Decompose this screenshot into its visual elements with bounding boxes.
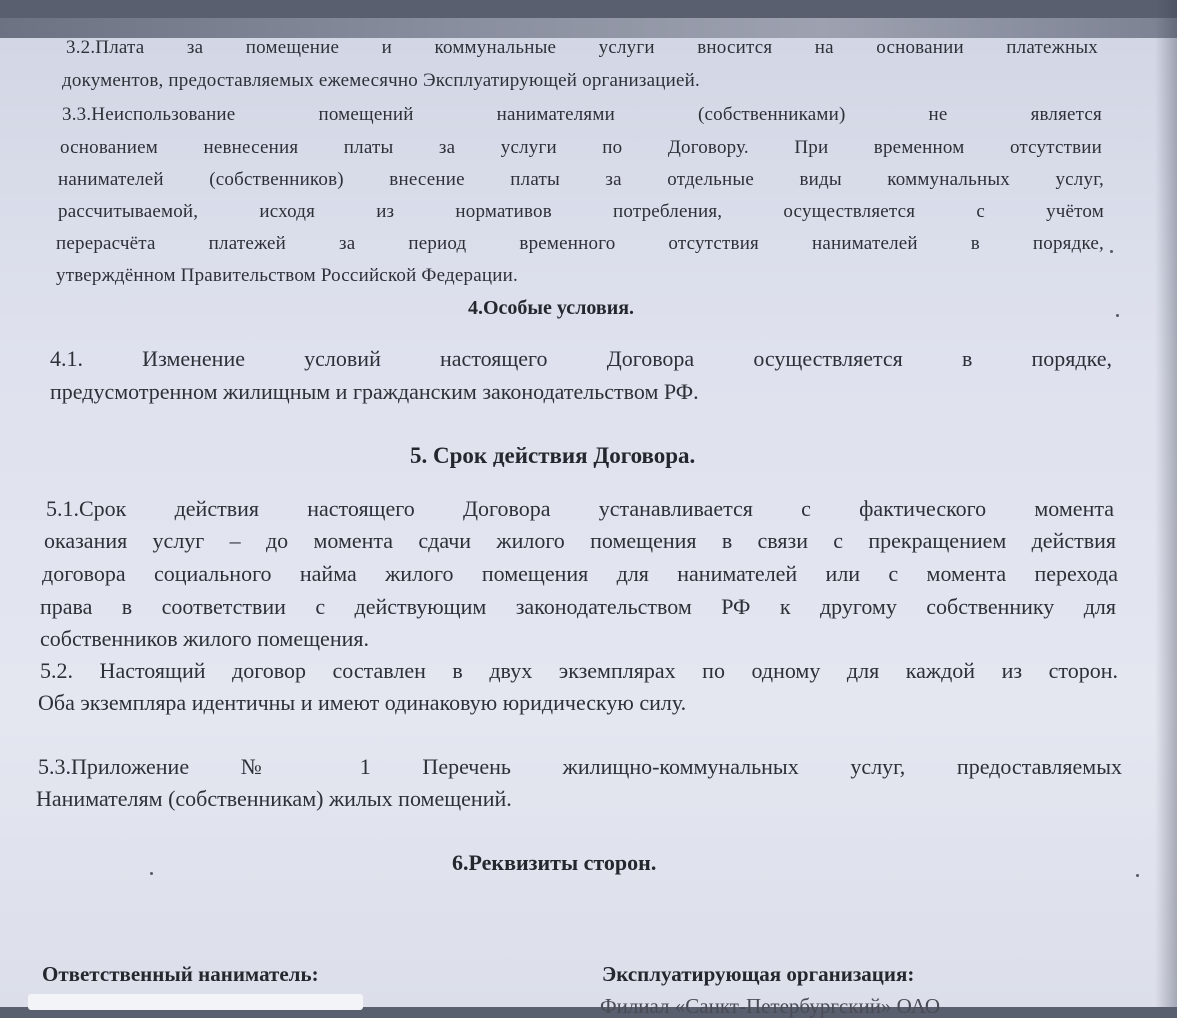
top-shadow [0, 18, 1177, 38]
paragraph-line: права в соответствии с действующим законодательством РФ к другому собственнику для [40, 594, 1116, 619]
paper-speck [1116, 314, 1119, 317]
paragraph-line: нанимателей (собственников) внесение платы за отдельные виды коммунальных услуг, [58, 169, 1104, 190]
section-6-heading: 6.Реквизиты сторон. [452, 850, 657, 875]
paragraph-line: Оба экземпляра идентичны и имеют одинаковую юридическую силу. [38, 690, 687, 715]
redacted-tenant-name [28, 994, 363, 1010]
paragraph-line: 3.2.Плата за помещение и коммунальные услуги вносится на основании платежных [66, 37, 1098, 58]
paragraph-line: утверждённом Правительством Российской Федерации. [56, 265, 518, 286]
paragraph-line: рассчитываемой, исходя из нормативов потребления, осуществляется с учётом [58, 201, 1104, 222]
section-4-heading: 4.Особые условия. [468, 297, 635, 319]
paper-speck [1110, 250, 1113, 253]
paragraph-line: предусмотренном жилищным и гражданским законодательством РФ. [50, 379, 699, 404]
paragraph-line: собственников жилого помещения. [40, 626, 369, 651]
paragraph-line: 5.3.Приложение № 1 Перечень жилищно-коммунальных услуг, предоставляемых [38, 754, 1122, 779]
paragraph-line: 4.1. Изменение условий настоящего Договора осуществляется в порядке, [50, 346, 1112, 371]
right-edge-shadow [1155, 0, 1177, 1007]
organization-name-cut: Филиал «Санкт-Петербургский» ОАО [600, 994, 941, 1018]
paragraph-line: Нанимателям (собственникам) жилых помещений. [36, 786, 512, 811]
document-page [0, 18, 1177, 1007]
paragraph-line: 5.1.Срок действия настоящего Договора устанавливается с фактического момента [46, 496, 1114, 521]
tenant-label: Ответственный наниматель: [42, 962, 319, 986]
paper-speck [150, 872, 153, 875]
section-5-heading: 5. Срок действия Договора. [410, 443, 696, 468]
paragraph-line: оказания услуг – до момента сдачи жилого помещения в связи с прекращением действия [44, 528, 1116, 553]
paragraph-line: документов, предоставляемых ежемесячно Эксплуатирующей организацией. [62, 70, 700, 91]
organization-label: Эксплуатирующая организация: [602, 962, 915, 986]
paragraph-line: договора социального найма жилого помещения для нанимателей или с момента перехода [42, 561, 1118, 586]
paragraph-line: 5.2. Настоящий договор составлен в двух экземплярах по одному для каждой из сторон. [40, 658, 1118, 683]
paragraph-line: 3.3.Неиспользование помещений нанимателями (собственниками) не является [62, 104, 1102, 125]
paper-speck [1136, 874, 1139, 877]
paragraph-line: перерасчёта платежей за период временного отсутствия нанимателей в порядке, [56, 233, 1104, 254]
paragraph-line: основанием невнесения платы за услуги по Договору. При временном отсутствии [60, 137, 1102, 158]
